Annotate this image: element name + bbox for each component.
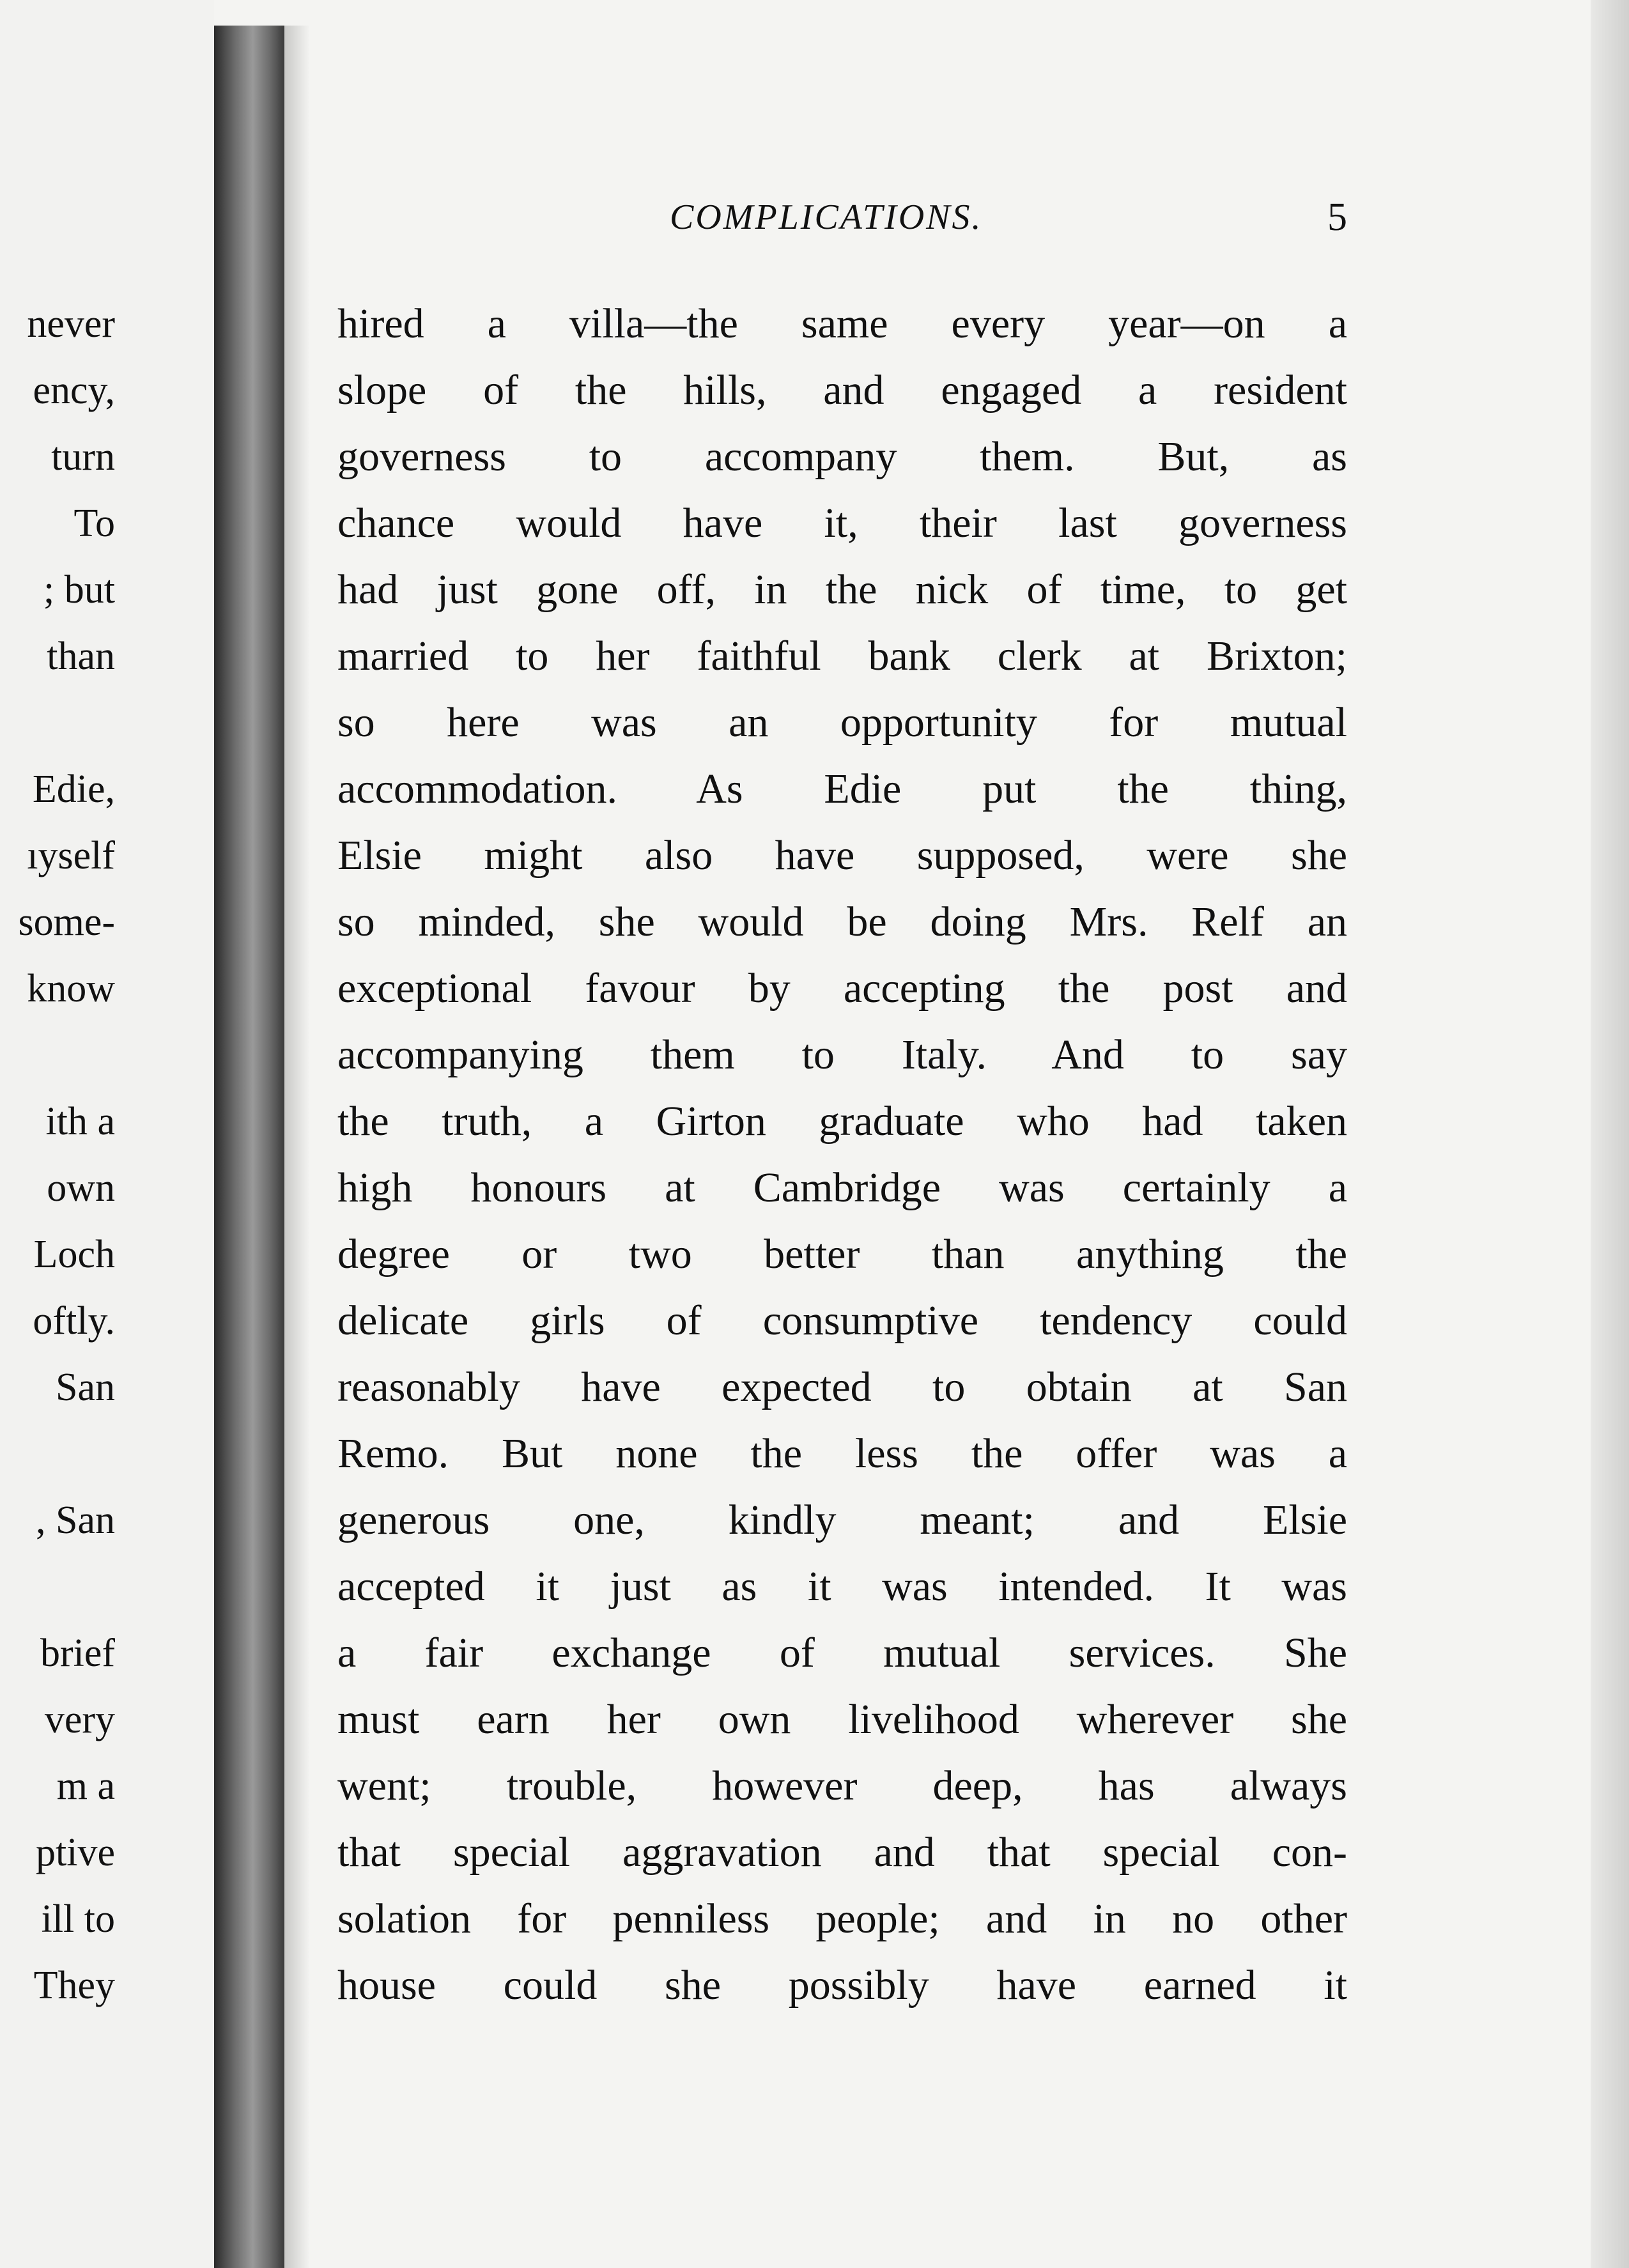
left-page-line: ency,: [33, 369, 115, 412]
left-page-line: m a: [56, 1764, 115, 1808]
left-page-line: San: [56, 1366, 115, 1409]
page-edge: [1591, 0, 1629, 2268]
left-page-line: [18, 690, 214, 756]
text-line: must earn her own livelihood wherever she: [337, 1696, 1347, 1743]
left-page-line: Loch: [33, 1233, 115, 1276]
text-line: slope of the hills, and engaged a resident: [337, 367, 1347, 413]
text-line: degree or two better than anything the: [337, 1231, 1347, 1277]
page-number: 5: [1327, 196, 1347, 239]
left-page-line: know: [27, 967, 115, 1010]
text-line: reasonably have expected to obtain at San: [337, 1364, 1347, 1410]
gutter-shadow: [284, 26, 310, 2268]
text-line: delicate girls of consumptive tendency could: [337, 1297, 1347, 1344]
left-page-line: than: [47, 635, 115, 678]
text-line: so here was an opportunity for mutual: [337, 699, 1347, 746]
left-page-line: [18, 1554, 214, 1620]
left-page-line: some-: [18, 900, 115, 944]
page-header: [337, 192, 1347, 243]
text-line: Elsie might also have supposed, were she: [337, 832, 1347, 879]
running-title: COMPLICATIONS.: [670, 197, 983, 237]
left-page-line: [18, 1421, 214, 1487]
left-page-line: ith a: [45, 1100, 115, 1143]
left-page-text: [18, 291, 115, 2019]
left-page-line: , San: [36, 1499, 115, 1542]
left-page-line: ptive: [36, 1831, 115, 1874]
left-page-line: [18, 1022, 214, 1088]
text-line: that special aggravation and that special con-: [337, 1829, 1347, 1876]
body-text: [337, 291, 1347, 2019]
text-line: had just gone off, in the nick of time, to get: [337, 566, 1347, 613]
text-line: solation for penniless people; and in no other: [337, 1895, 1347, 1942]
text-line: Remo. But none the less the offer was a: [337, 1430, 1347, 1477]
left-page-line: They: [33, 1964, 115, 2007]
text-line: generous one, kindly meant; and Elsie: [337, 1497, 1347, 1543]
left-page-line: ; but: [43, 568, 115, 612]
left-page: [0, 0, 214, 2268]
text-line: went; trouble, however deep, has always: [337, 1763, 1347, 1809]
text-line: the truth, a Girton graduate who had taken: [337, 1098, 1347, 1145]
left-page-line: brief: [40, 1632, 115, 1675]
text-line: a fair exchange of mutual services. She: [337, 1630, 1347, 1676]
left-page-line: own: [47, 1166, 115, 1210]
text-line: exceptional favour by accepting the post and: [337, 965, 1347, 1012]
text-line: governess to accompany them. But, as: [337, 433, 1347, 480]
book-gutter: [214, 26, 284, 2268]
text-line: high honours at Cambridge was certainly a: [337, 1164, 1347, 1211]
left-page-line: ıyself: [27, 834, 115, 877]
text-line: married to her faithful bank clerk at Brixton;: [337, 633, 1347, 679]
left-page-line: ill to: [41, 1897, 115, 1941]
text-line: house could she possibly have earned it: [337, 1962, 1347, 2009]
text-line: so minded, she would be doing Mrs. Relf an: [337, 899, 1347, 945]
text-line: hired a villa—the same every year—on a: [337, 300, 1347, 347]
text-line: accommodation. As Edie put the thing,: [337, 766, 1347, 812]
text-line: accepted it just as it was intended. It was: [337, 1563, 1347, 1610]
text-line: chance would have it, their last governess: [337, 500, 1347, 546]
left-page-line: Edie,: [32, 768, 115, 811]
left-page-line: To: [73, 502, 115, 545]
text-line: accompanying them to Italy. And to say: [337, 1031, 1347, 1078]
left-page-line: turn: [51, 435, 115, 479]
left-page-line: very: [44, 1698, 115, 1741]
left-page-line: oftly.: [33, 1299, 115, 1343]
left-page-line: never: [27, 302, 115, 346]
